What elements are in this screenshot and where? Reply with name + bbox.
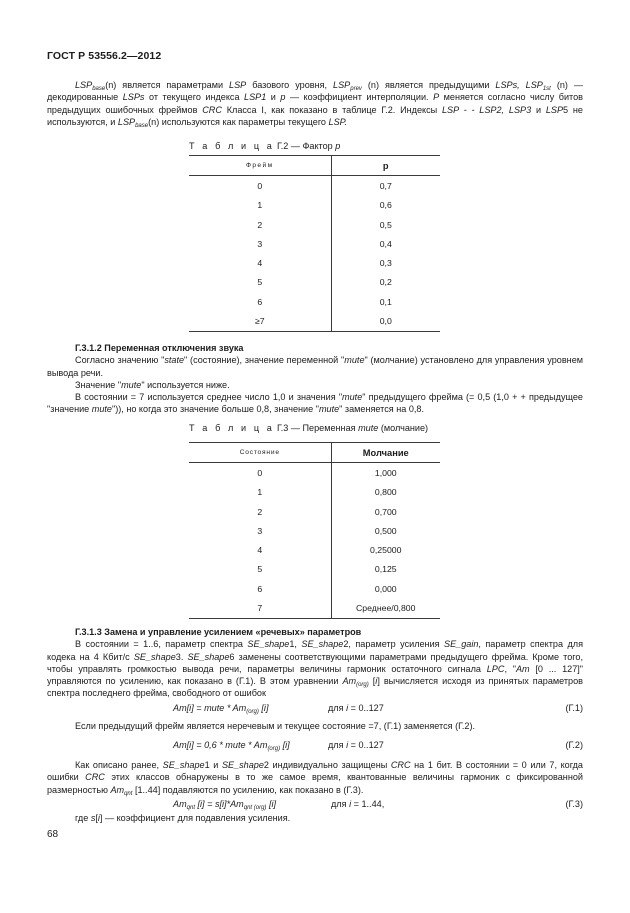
para-text: " предыдущего фрейма (= 0,5 (1,0 + + предыдущее "значение (47, 392, 583, 415)
formula-text: [i] = s[i]*Am (194, 799, 244, 809)
intro-text: LSP (333, 80, 351, 90)
table-row (189, 215, 440, 234)
formula-text: = 0..127 (348, 703, 384, 713)
table-cell-value: 0,25000 (331, 540, 440, 559)
para-text: " используется ниже. (141, 379, 230, 390)
intro-text: и (531, 104, 546, 115)
table-header-state: Состояние (189, 443, 331, 463)
table-header-mute: Молчание (331, 443, 440, 463)
para-text: ] вычисляется исходя из принятых параметров спектра последнего фрейма, свободного от ошибок (47, 676, 583, 699)
para-text: 2 индивидуально защищены (263, 760, 391, 770)
table-cell-key: 5 (189, 273, 331, 292)
para-text: 6 заменены соответствующими параметрами предыдущего фрейма. Кроме того, чтобы управлять громкостью вывода речи, параметры величины гармоник остаточного сигнала (47, 651, 583, 674)
para-g1-g2 (47, 720, 583, 732)
para-crc (47, 759, 583, 796)
table-cell-key: ≥7 (189, 311, 331, 331)
intro-text: LSP - - LSP2, LSP3 (441, 104, 532, 115)
intro-text: prev (350, 86, 362, 92)
table-body (189, 176, 440, 331)
table-row (189, 253, 440, 272)
para-text: SE_shape (247, 639, 290, 650)
caption-text: Г.3 — Переменная (274, 423, 359, 433)
para-text: SE_shape (133, 651, 176, 662)
table-cell-key: 0 (189, 463, 331, 483)
table-cell-key: 2 (189, 502, 331, 521)
para-text: 1 и (204, 760, 222, 770)
formula-text: qnt (org) (243, 805, 267, 811)
para-text: [1..44] подавляются по усилению, как показано в (Г.3). (132, 784, 364, 795)
table-cell-value: 0,3 (331, 253, 440, 272)
formula-condition (328, 740, 384, 750)
formula-text: Am[i] = mute * Am (173, 703, 247, 713)
intro-text: LSPs, LSP (495, 80, 543, 90)
table-cell-value: 1,000 (331, 463, 440, 483)
intro-text: 1st (542, 86, 551, 92)
table-cell-value: 0,500 (331, 521, 440, 540)
formula-text: = 0..127 (348, 740, 384, 750)
formula-text: (org) (246, 709, 259, 715)
intro-text: (n) — декодированные (47, 80, 583, 103)
para-text: Как описано ранее, (75, 760, 163, 770)
para-text: Am (110, 784, 125, 795)
table-cell-value: 0,125 (331, 560, 440, 579)
intro-text: LSPs (122, 92, 145, 103)
table-cell-key: 2 (189, 215, 331, 234)
table-cell-value: 0,1 (331, 292, 440, 311)
para-text: , " (504, 663, 516, 674)
table-cell-key: 7 (189, 598, 331, 618)
para-text: s (90, 813, 96, 823)
table-cell-key: 0 (189, 176, 331, 196)
intro-text: и (266, 92, 281, 103)
para-text: SE_shape (221, 760, 264, 770)
section-g312 (47, 342, 583, 416)
para-text: [ (95, 813, 98, 823)
formula-text: для (328, 703, 347, 713)
caption-text: Г.2 — Фактор (274, 141, 336, 151)
intro-text: (n) является параметрами (105, 80, 230, 90)
formula-text: qnt (186, 805, 195, 811)
section-heading: Г.3.1.3 Замена и управление усилением «речевых» параметров (75, 627, 362, 637)
para-text: " заменяется на 0,8. (339, 404, 424, 415)
formula-text: [i] (280, 740, 290, 750)
table-cell-value: 0,700 (331, 502, 440, 521)
intro-text: LSP. (328, 116, 348, 127)
table-row (189, 560, 440, 579)
table-row (189, 521, 440, 540)
para-text: Если предыдущий фрейм является неречевым и текущее состояние =7, (Г.1) заменяется (Г.2). (75, 721, 476, 731)
intro-text: p (280, 92, 286, 103)
table-cell-value: Среднее/0,800 (331, 598, 440, 618)
intro-text: меняется согласно числу битов предыдущих ошибочных фреймов (47, 92, 583, 115)
para-text: mute (91, 404, 112, 415)
table-cell-key: 1 (189, 483, 331, 502)
table-cell-value: 0,5 (331, 215, 440, 234)
para-text: В состоянии = 7 используется среднее число 1,0 и значения " (75, 392, 343, 403)
para-text: этих классов обнаружены в то же самое время, квантованные величины гармоник с фиксированной размерностью (47, 772, 583, 795)
table-cell-key: 4 (189, 253, 331, 272)
table-header-p: p (331, 156, 440, 176)
table-row (189, 196, 440, 215)
intro-text: base (135, 122, 149, 129)
intro-text: LSP (75, 80, 93, 90)
para-text: CRC (390, 760, 411, 770)
formula-text: i (346, 740, 349, 750)
para-text: Согласно значению " (75, 355, 165, 366)
para-text: на 1 бит. В состоянии = 0 или 7, когда ошибки (47, 760, 583, 783)
para-text: CRC (85, 772, 105, 783)
table-header-frame: Фрейм (189, 156, 331, 176)
table-row (189, 579, 440, 598)
table-g3 (189, 442, 440, 619)
table-cell-value: 0,7 (331, 176, 440, 196)
formula-g3 (173, 799, 583, 812)
table-cell-value: 0,000 (331, 579, 440, 598)
table-cell-value: 0,800 (331, 483, 440, 502)
para-text: ] — коэффициент для подавления усиления. (99, 813, 291, 823)
intro-text: P (433, 92, 440, 103)
formula-expression (173, 740, 290, 750)
intro-text: LSP (229, 80, 247, 90)
table-cell-value: 0,2 (331, 273, 440, 292)
para-text: [0 ... 127]" управляются по усилению, как показано в (Г.1). В этом уравнении (47, 663, 583, 687)
table-body (189, 463, 440, 618)
equation-number: (Г.1) (565, 703, 583, 713)
intro-text: (n) используются как параметры текущего (148, 116, 329, 127)
formula-text: = 1..44, (351, 799, 385, 809)
table-row (189, 273, 440, 292)
table-row (189, 234, 440, 253)
formula-condition (331, 799, 384, 809)
formula-g1 (173, 703, 583, 716)
para-text: qnt (124, 790, 133, 797)
para-text: Am (515, 663, 530, 674)
table-cell-key: 1 (189, 196, 331, 215)
table-row (189, 311, 440, 331)
intro-text: (n) является предыдущими (361, 80, 496, 90)
formula-text: (org) (267, 746, 281, 752)
formula-expression (173, 703, 268, 713)
intro-text: LSP (117, 116, 136, 127)
table-row (189, 292, 440, 311)
formula-text: для (328, 740, 347, 750)
equation-number: (Г.3) (565, 799, 583, 809)
table-g2 (189, 155, 440, 332)
formula-text: Am[i] = 0,6 * mute * Am (173, 740, 268, 750)
formula-text: i (346, 703, 349, 713)
formula-condition (328, 703, 384, 713)
intro-text: от текущего индекса (144, 92, 245, 103)
intro-text: Класса I, как показано в таблице Г.2. Индексы (221, 104, 442, 115)
section-g313 (47, 626, 583, 700)
section-heading: Г.3.1.2 Переменная отключения звука (75, 343, 244, 353)
formula-text: [i] (266, 799, 277, 809)
document-header: ГОСТ Р 53556.2—2012 (47, 50, 162, 62)
intro-text: 5 не используются, и (47, 104, 583, 127)
table-row (189, 176, 440, 196)
para-text: LPC (486, 663, 505, 674)
para-text: 1, (289, 639, 302, 650)
intro-text: CRC (202, 104, 222, 115)
table-cell-key: 6 (189, 292, 331, 311)
equation-number: (Г.2) (565, 740, 583, 750)
intro-text: LSP (545, 104, 564, 115)
table-cell-key: 4 (189, 540, 331, 559)
table-cell-value: 0,0 (331, 311, 440, 331)
formula-g2 (173, 740, 583, 753)
intro-text: LSP1 (244, 92, 267, 103)
para-text: SE_shape (187, 651, 230, 662)
formula-text: i (349, 799, 352, 809)
table-row (189, 540, 440, 559)
para-text: В состоянии = 1..6, параметр спектра (75, 639, 248, 650)
table-row (189, 502, 440, 521)
table-g3-caption (189, 423, 428, 433)
para-text: mute (121, 379, 142, 390)
intro-text: base (92, 86, 106, 92)
table-cell-key: 3 (189, 521, 331, 540)
para-text: , параметр спектра для кодека на 4 Кбит/с (47, 639, 584, 662)
table-g2-caption (189, 141, 340, 151)
para-text: Am (342, 676, 357, 687)
caption-prefix: Т а б л и ц а (189, 141, 275, 151)
para-text: 2, параметр усиления (343, 639, 445, 650)
intro-text: — коэффициент интерполяции. (285, 92, 434, 103)
page-number: 68 (47, 829, 59, 840)
intro-paragraph (47, 79, 583, 128)
caption-text: p (335, 141, 341, 151)
table-row (189, 463, 440, 483)
formula-text: Am (173, 799, 187, 809)
para-text: state (164, 355, 185, 366)
caption-text: (молчание) (378, 423, 429, 433)
intro-text: базового уровня, (246, 80, 334, 90)
formula-text: [i] (258, 703, 269, 713)
para-text: ")), но когда это значение больше 0,8, значение " (111, 404, 319, 415)
caption-text: mute (358, 423, 379, 433)
table-row (189, 598, 440, 618)
para-text: SE_gain (444, 639, 479, 650)
formula-text: для (331, 799, 350, 809)
table-cell-value: 0,6 (331, 196, 440, 215)
para-text: " (состояние), значение переменной " (184, 355, 345, 366)
para-text: SE_shape (162, 760, 205, 770)
table-row (189, 483, 440, 502)
para-text: где (75, 813, 91, 823)
caption-prefix: Т а б л и ц а (189, 423, 275, 433)
table-cell-key: 5 (189, 560, 331, 579)
para-text: SE_shape (301, 639, 344, 650)
para-text: " (молчание) установлено для управления уровнем вывода речи. (47, 355, 584, 378)
para-where (47, 812, 583, 824)
formula-expression (173, 799, 276, 809)
para-text: i (97, 813, 100, 823)
table-cell-key: 3 (189, 234, 331, 253)
para-text: 3. (175, 651, 188, 662)
para-text: mute (318, 404, 340, 415)
para-text: i (375, 676, 378, 687)
table-cell-key: 6 (189, 579, 331, 598)
para-text: mute (344, 355, 365, 366)
para-text: mute (342, 392, 363, 403)
para-text: Значение " (75, 379, 122, 390)
table-cell-value: 0,4 (331, 234, 440, 253)
para-text: (org) (356, 682, 369, 689)
para-text: [ (368, 676, 376, 687)
